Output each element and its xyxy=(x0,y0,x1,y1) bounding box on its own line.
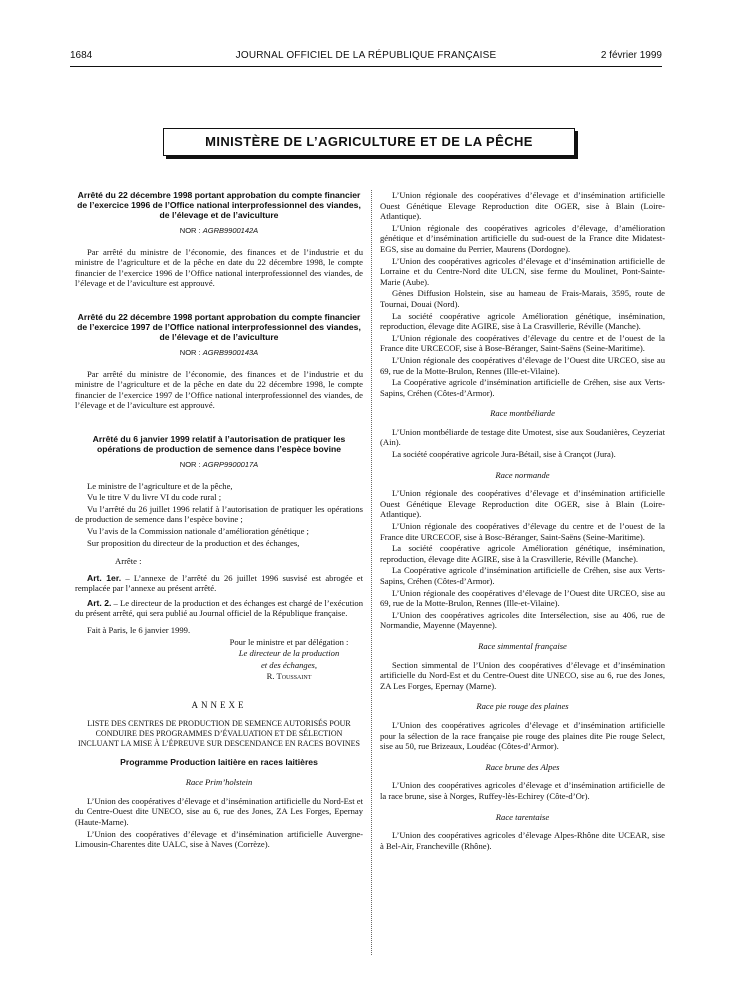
race-heading: Race simmental française xyxy=(478,640,567,651)
centre-entry: La société coopérative agricole Amélioration génétique, insémination, reproduction, élevage dite AGIRE, sise à La Crasvillerie, Réville (Manche). xyxy=(380,310,665,332)
annexe-list-title: LISTE DES CENTRES DE PRODUCTION DE SEMENCE AUTORISÉS POUR CONDUIRE DES PROGRAMMES D’ÉVALUATION ET DE SÉLECTION INCLUANT LA MISE À L’ÉPREUVE SUR DESCENDANCE EN RACES BOVINES xyxy=(77,718,360,748)
centre-entry: L’Union régionale des coopératives d’élevage du centre et de l’ouest de la France dite URCECOF, sise à Bose-Béranger, Saint-Saëns (Seine-Maritime). xyxy=(380,332,665,354)
programme-heading: Programme Production laitière en races laitières xyxy=(120,756,318,767)
issue-date: 2 février 1999 xyxy=(600,50,662,61)
nor-code: AGRB9900143A xyxy=(202,347,259,357)
left-column xyxy=(75,190,363,851)
arrete-body: Par arrêté du ministre de l’économie, des finances et de l’industrie et du ministre de l’agriculture et de la pêche en date du 22 décembre 1998, le compte financier de l’exercice 1996 de l’Office national interprofessionnel des viandes, de l’élevage et de l’aviculture est approuvé. xyxy=(75,246,363,289)
centre-entry: La Coopérative agricole d’insémination artificielle de Créhen, sise aux Verts-Sapins, Créhen (Côtes-d’Armor). xyxy=(380,565,665,586)
page-number: 1684 xyxy=(70,50,93,61)
centre-entry: Gènes Diffusion Holstein, sise au hameau de Frais-Marais, 3595, route de Tournai, Douai (Nord). xyxy=(380,288,665,309)
race-heading: Race tarentaise xyxy=(495,811,550,822)
annexe-heading: ANNEXE xyxy=(191,700,247,711)
visa-line: Vu l’avis de la Commission nationale d’amélioration génétique ; xyxy=(87,525,309,536)
centre-entry: L’Union régionale des coopératives d’élevage et d’insémination artificielle Ouest Génétique Elevage Reproduction dite OGER, sise à Blain (Loire-Atlantique). xyxy=(380,190,665,222)
race-heading: Race Prim’holstein xyxy=(185,777,253,788)
visa-line: Le ministre de l’agriculture et de la pêche, xyxy=(87,480,233,491)
centre-entry: L’Union des coopératives agricoles d’élevage Alpes-Rhône dite UCEAR, sise à Bel-Air, Francheville (Rhône). xyxy=(380,830,665,851)
centre-entry: L’Union des coopératives agricoles d’élevage et d’insémination artificielle pour la sélection de la race française pie rouge des plaines dite Pie rouge Select, sise au 50, rue Brizeaux, Loudéac (Côtes-d’Armor). xyxy=(380,719,665,752)
centre-entry: L’Union régionale des coopératives agricoles d’élevage, d’amélioration génétique et d’insémination artificielle du sud-ouest de la France dite Midatest-EGS, sise au domaine du Perrier, Maurens (Dordogne). xyxy=(380,222,665,254)
race-heading: Race brune des Alpes xyxy=(485,761,560,772)
arrete-title: Arrêté du 22 décembre 1998 portant approbation du compte financier de l’exercice 1996 de l’Office national interprofessionnel des viandes, de l’élevage et de l’aviculture xyxy=(77,190,361,220)
centre-entry: L’Union montbéliarde de testage dite Umotest, sise aux Soudanières, Ceyzeriat (Ain). xyxy=(380,426,665,448)
article-1-text: – L’annexe de l’arrêté du 26 juillet 1996 susvisé est abrogée et remplacée par l’annexe au présent arrêté. xyxy=(75,572,363,594)
visa-line: Vu le titre V du livre VI du code rural ; xyxy=(87,492,222,503)
signature-title: et des échanges, xyxy=(260,659,318,670)
arrete-title: Arrêté du 6 janvier 1999 relatif à l’autorisation de pratiquer les opérations de production de semence dans l’espèce bovine xyxy=(92,433,346,454)
nor-code: AGRP9900017A xyxy=(202,459,259,469)
centre-entry: L’Union des coopératives d’élevage et d’insémination artificielle Auvergne-Limousin-Charentes dite UALC, sise à Naves (Corrèze). xyxy=(75,828,363,850)
article-1-label: Art. 1er. xyxy=(87,572,122,583)
visa-line: Sur proposition du directeur de la production et des échanges, xyxy=(87,537,300,548)
arrete-label: Arrête : xyxy=(115,556,142,567)
arrete-body: Par arrêté du ministre de l’économie, des finances et de l’industrie et du ministre de l’agriculture et de la pêche en date du 22 décembre 1998, le compte financier de l’exercice 1997 de l’Office national interprofessionnel des viandes, de l’élevage et de l’aviculture est approuvé. xyxy=(75,368,363,411)
race-heading: Race normande xyxy=(495,469,550,480)
centre-entry: La Coopérative agricole d’insémination artificielle de Créhen, sise aux Verts-Sapins, Créhen (Côtes-d’Armor). xyxy=(380,377,665,398)
visa-line: Vu l’arrêté du 26 juillet 1996 relatif à l’autorisation de pratiquer les opérations de production de semence dans l’espèce bovine ; xyxy=(75,503,363,525)
nor-reference xyxy=(75,226,363,237)
right-column xyxy=(380,190,665,852)
nor-reference xyxy=(75,348,363,359)
race-heading: Race pie rouge des plaines xyxy=(476,701,569,712)
centre-entry: L’Union régionale des coopératives d’élevage de l’Ouest dite URCEO, sise au 69, rue de la Motte-Brulon, Rennes (Ille-et-Vilaine). xyxy=(380,587,665,609)
centre-entry: Section simmental de l’Union des coopératives d’élevage et d’insémination artificielle du Nord-Est et du Centre-Ouest dite UNECO, sise au 6, rue des Jones, ZA Les Forges, Epernay (Marne). xyxy=(380,659,665,691)
nor-label: NOR : xyxy=(179,347,201,357)
signature-line: Pour le ministre et par délégation : xyxy=(229,636,349,647)
centre-entry: L’Union régionale des coopératives d’élevage de l’Ouest dite URCEO, sise au 69, rue de la Motte-Brulon, Rennes (Ille-et-Vilaine). xyxy=(380,354,665,376)
centre-entry: L’Union des coopératives agricoles d’élevage et d’insémination artificielle de Lorraine et du Centre-Nord dite ULCN, sise ferme du Moulinet, Pont-Sainte-Marie (Aube). xyxy=(380,255,665,287)
centre-entry: La société coopérative agricole Jura-Bétail, sise à Crançot (Jura). xyxy=(392,449,616,460)
page-header xyxy=(70,50,662,64)
signatory-name: R. Toussaint xyxy=(266,671,312,682)
centre-entry: L’Union des coopératives agricoles dite Intersélection, sise au 406, rue de Normandie, Mayenne (Mayenne). xyxy=(380,609,665,631)
journal-title: JOURNAL OFFICIEL DE LA RÉPUBLIQUE FRANÇAISE xyxy=(235,50,497,61)
centre-entry: L’Union régionale des coopératives d’élevage et d’insémination artificielle Ouest Génétique Elevage Reproduction dite OGER, sise à Blain (Loire-Atlantique). xyxy=(380,488,665,520)
header-rule xyxy=(70,66,662,67)
article-2 xyxy=(75,598,363,619)
article-2-text: – Le directeur de la production et des échanges est chargé de l’exécution du présent arrêté, qui sera publié au Journal officiel de la République française. xyxy=(75,597,363,619)
article-2-label: Art. 2. xyxy=(87,597,112,608)
column-divider xyxy=(371,190,372,955)
signature-title: Le directeur de la production xyxy=(238,648,340,659)
article-1 xyxy=(75,573,363,594)
fait-line: Fait à Paris, le 6 janvier 1999. xyxy=(87,625,191,636)
centre-entry: L’Union des coopératives d’élevage et d’insémination artificielle du Nord-Est et du Centre-Ouest dite UNECO, sise au 6, rue des Jones, ZA Les Forges, Epernay (Haute-Marne). xyxy=(75,795,363,827)
nor-label: NOR : xyxy=(179,459,201,469)
nor-label: NOR : xyxy=(179,226,201,235)
arrete-title: Arrêté du 22 décembre 1998 portant approbation du compte financier de l’exercice 1997 de l’Office national interprofessionnel des viandes, de l’élevage et de l’aviculture xyxy=(77,311,361,342)
centre-entry: L’Union des coopératives agricoles d’élevage et d’insémination artificielle de la race brune, sise à Norges, Ruffey-lès-Echirey (Côte-d’Or). xyxy=(380,780,665,801)
nor-code: AGRB9900142A xyxy=(202,226,259,235)
ministry-heading: MINISTÈRE DE L’AGRICULTURE ET DE LA PÊCHE xyxy=(163,128,575,156)
race-heading: Race montbéliarde xyxy=(490,408,555,419)
centre-entry: La société coopérative agricole Amélioration génétique, insémination, reproduction, élevage dite AGIRE, sise à la Crasvillerie, Réville (Manche). xyxy=(380,543,665,564)
nor-reference xyxy=(75,460,363,471)
centre-entry: L’Union régionale des coopératives d’élevage du centre et de l’ouest de la France dite URCECOF, sise à Bosc-Béranger, Saint-Saëns (Seine-Maritime). xyxy=(380,521,665,542)
